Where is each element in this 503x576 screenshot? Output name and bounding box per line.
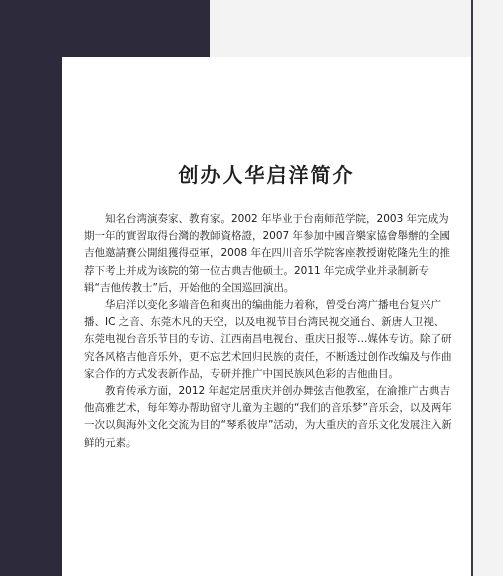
paragraph-3: 教育传承方面，2012 年起定居重庆并创办舞弦吉他教室，在渝推广古典吉他高雅艺术，每年筹办帮助留守儿童为主题的“我们的音乐梦”音乐会，以及两年一次以與海外文化交流为目的“琴系彼岸”活动，为大重庆的音乐文化发展注入新鲜的元素。 (84, 385, 452, 449)
left-dark-strip (0, 57, 62, 576)
paragraph-1: 知名台湾演奏家、教育家。2002 年毕业于台南师范学院，2003 年完成为期一年的實習取得台灣的教師資格證，2007 年参加中國音樂家協會舉辦的全國吉他邀請賽公開組獲得亞軍，2008 年在四川音乐学院客座教授谢乾隆先生的推荐下考上并成为该院的第一位古典吉他硕士。2011 年完成学业并录制新专辑“吉他传教士”后，开始他的全国巡回演出。 (84, 213, 451, 294)
body-text (84, 211, 454, 452)
paragraph-2: 华启洋以变化多端音色和爽出的编曲能力着称，曾受台湾广播电台复兴广播、IC 之音、东莞木凡的天空，以及电视节目台湾民视交通台、新唐人卫视、东莞电视台音乐节目的专访、江西南昌电视台、重庆日报等…媒体专访。除了研究各风格吉他音乐外，更不忘艺术回归民族的责任，不断透过创作改编及与作曲家合作的方式发表新作品，专研并推广中国民族风色彩的吉他曲目。 (84, 299, 452, 380)
document-page (62, 57, 471, 576)
top-left-dark-block (0, 0, 210, 57)
page-title: 创办人华启洋简介 (178, 163, 355, 187)
right-edge-line (471, 0, 473, 576)
